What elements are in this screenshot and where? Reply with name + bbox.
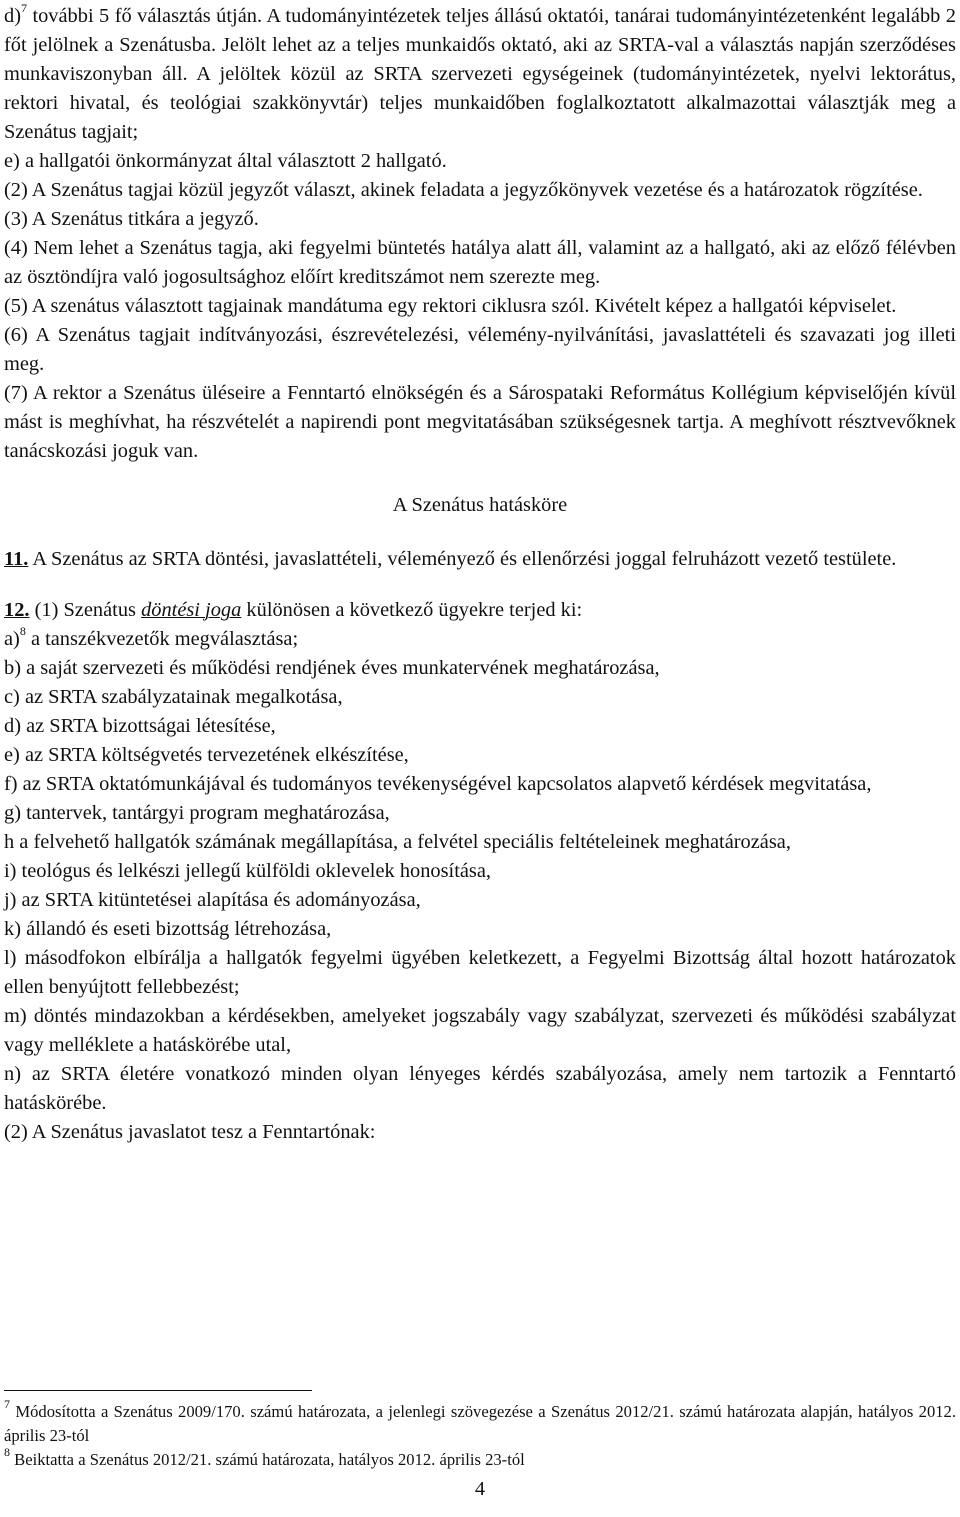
- page-number: 4: [474, 1478, 486, 1500]
- paragraph-12-2: (2) A Szenátus javaslatot tesz a Fenntartónak:: [4, 1121, 376, 1143]
- footnote-text: Beiktatta a Szenátus 2012/21. számú határozata, hatályos 2012. április 23-tól: [10, 1450, 525, 1469]
- footnote-number: 7: [4, 1397, 10, 1412]
- footnote-ref-7[interactable]: 7: [21, 1, 27, 16]
- section-heading: A Szenátus hatásköre: [392, 494, 568, 516]
- footnote-number: 8: [4, 1445, 10, 1460]
- list-item: n) az SRTA életére vonatkozó minden olyan lényeges kérdés szabályozása, amely nem tartozik a Fenntartó hatáskörébe.: [4, 1063, 956, 1114]
- paragraph-7: (7) A rektor a Szenátus üléseire a Fenntartó elnökségén és a Sárospataki Református Kollégium képviselőjén kívül mást is meghívhat, ha részvételét a napirendi pont megvitatásában szükségesnek tartja. A meghívott résztvevőknek tanácskozási joguk van.: [4, 382, 956, 462]
- spacer: [4, 574, 956, 596]
- list-item: m) döntés mindazokban a kérdésekben, amelyeket jogszabály vagy szabályzat, szervezeti és működési szabályzat vagy melléklete a hatáskörébe utal,: [4, 1005, 956, 1056]
- list-item-a: [4, 625, 956, 654]
- article-text: A Szenátus az SRTA döntési, javaslattételi, véleményező és ellenőrzési joggal felruházott vezető testülete.: [28, 548, 897, 570]
- article-12: [4, 596, 956, 625]
- list-item: f) az SRTA oktatómunkájával és tudományos tevékenységével kapcsolatos alapvető kérdések megvitatása,: [4, 773, 872, 795]
- footnotes: [4, 1397, 956, 1472]
- list-item: i) teológus és lelkészi jellegű külföldi oklevelek honosítása,: [4, 860, 491, 882]
- paragraph-d: [4, 2, 956, 147]
- article-number: 11.: [4, 548, 29, 570]
- paragraph-text: további 5 fő választás útján. A tudományintézetek teljes állású oktatói, tanárai tudományintézetenként legalább 2 főt jelölnek a Szenátusba. Jelölt lehet az a teljes munkaidős oktató, aki az SRTA-val a választás napján szerződéses munkaviszonyban áll. A jelöltek közül az SRTA szervezeti egységeinek (tudományintézetek, nyelvi lektorátus, rektori hivatal, és teológiai szakkönyvtár) teljes munkaidőben foglalkoztatott alkalmazottai választják meg a Szenátus tagjait;: [4, 5, 956, 143]
- footnote-7: [4, 1397, 956, 1448]
- item-text: a tanszékvezetők megválasztása;: [25, 628, 299, 650]
- list-item: l) másodfokon elbírálja a hallgatók fegyelmi ügyében keletkezett, a Fegyelmi Bizottság által hozott határozatok ellen benyújtott fellebbezést;: [4, 947, 956, 998]
- list-item: b) a saját szervezeti és működési rendjének éves munkatervének meghatározása,: [4, 657, 660, 679]
- paragraph-4: (4) Nem lehet a Szenátus tagja, aki fegyelmi büntetés hatálya alatt áll, valamint az a hallgató, aki az előző félévben az ösztöndíjra való jogosultsághoz előírt kreditszámot nem szerezte meg.: [4, 237, 956, 288]
- list-item: d) az SRTA bizottságai létesítése,: [4, 715, 276, 737]
- spacer: [4, 520, 956, 545]
- list-item: c) az SRTA szabályzatainak megalkotása,: [4, 686, 343, 708]
- spacer: [4, 466, 956, 491]
- document-body: [4, 2, 956, 1147]
- footnote-text: Módosította a Szenátus 2009/170. számú határozata, a jelenlegi szövegezése a Szenátus 2012/21. számú határozata alapján, hatályos 2012. április 23-tól: [4, 1402, 956, 1445]
- paragraph-5: (5) A szenátus választott tagjainak mandátuma egy rektori ciklusra szól. Kivételt képez a hallgatói képviselet.: [4, 295, 897, 317]
- paragraph-3: (3) A Szenátus titkára a jegyző.: [4, 208, 259, 230]
- paragraph-e: e) a hallgatói önkormányzat által választott 2 hallgató.: [4, 150, 447, 172]
- article-number: 12.: [4, 599, 30, 621]
- list-item: g) tantervek, tantárgyi program meghatározása,: [4, 802, 390, 824]
- paragraph-6: (6) A Szenátus tagjait indítványozási, észrevételezési, vélemény-nyilvánítási, javaslattételi és szavazati jog illeti meg.: [4, 324, 956, 375]
- list-item: e) az SRTA költségvetés tervezetének elkészítése,: [4, 744, 409, 766]
- item-label: a): [4, 628, 20, 650]
- article-text: különösen a következő ügyekre terjed ki:: [241, 599, 583, 621]
- item-label: d): [4, 5, 21, 27]
- list-item: h a felvehető hallgatók számának megállapítása, a felvétel speciális feltételeinek meghatározása,: [4, 831, 791, 853]
- list-item: k) állandó és eseti bizottság létrehozása,: [4, 918, 332, 940]
- list-item: j) az SRTA kitüntetései alapítása és adományozása,: [4, 889, 421, 911]
- article-text: (1) Szenátus: [29, 599, 142, 621]
- emphasis-text: döntési joga: [141, 599, 242, 621]
- footnote-separator: [4, 1390, 312, 1391]
- paragraph-2: (2) A Szenátus tagjai közül jegyzőt választ, akinek feladata a jegyzőkönyvek vezetése és a határozatok rögzítése.: [4, 179, 923, 201]
- article-11: [4, 545, 956, 574]
- footnote-ref-8[interactable]: 8: [19, 624, 26, 639]
- footnote-8: [4, 1445, 956, 1472]
